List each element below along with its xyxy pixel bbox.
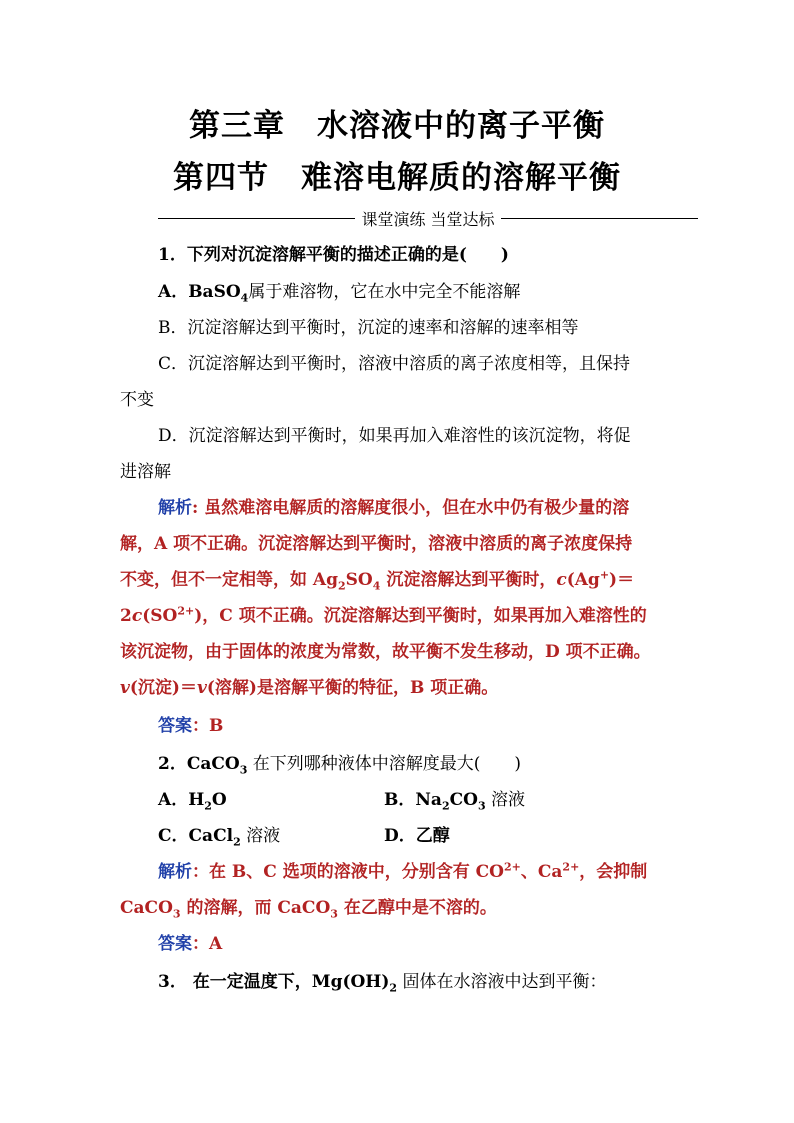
q1-option-c-line1: C．沉淀溶解达到平衡时，溶液中溶质的离子浓度相等，且保持 (158, 354, 631, 374)
section-divider (158, 207, 698, 229)
q1-option-c-line2: 不变 (120, 390, 154, 410)
q3-stem-post: 固体在水溶液中达到平衡： (397, 972, 607, 992)
q1-analysis-line4 (120, 605, 647, 627)
q2-b-sub2: 3 (477, 799, 486, 813)
q1-an-l3d: (Ag (566, 570, 600, 590)
q2-answer-label: 答案 (158, 934, 192, 954)
q1-option-d-line1: D．沉淀溶解达到平衡时，如果再加入难溶性的该沉淀物，将促 (158, 426, 631, 446)
q2-an-l2-sub1: 3 (172, 907, 181, 921)
q2-b-pre: B．Na (384, 790, 442, 810)
q1-an-l4b: (SO (142, 606, 178, 626)
q2-analysis-label: 解析 (158, 862, 192, 882)
q3-stem-sub: 2 (389, 981, 398, 995)
q1-an-l3-sub2: 4 (372, 579, 381, 593)
divider-line-right (501, 218, 698, 219)
q2-analysis-line1 (158, 861, 647, 883)
q1-analysis-line5: 该沉淀物，由于固体的浓度为常数，故平衡不发生移动，D 项不正确。 (120, 642, 651, 662)
q2-stem-post: 在下列哪种液体中溶解度最大( ) (247, 754, 522, 774)
q2-c-post: 溶液 (240, 826, 281, 846)
q1-answer-value: ：B (192, 716, 224, 736)
q1-an-l4a: 2 (120, 606, 132, 626)
chapter-title: 第三章 水溶液中的离子平衡 (189, 108, 605, 144)
q1-an-l3a: 不变，但不一定相等，如 Ag (120, 570, 338, 590)
q1-option-b: B．沉淀溶解达到平衡时，沉淀的速率和溶解的速率相等 (158, 318, 579, 338)
q2-option-c (158, 825, 280, 847)
q2-an-l2c: 在乙醇中是不溶的。 (337, 898, 497, 918)
q2-a-pre: A．H (158, 790, 205, 810)
q1-an-l6-v2: v (196, 678, 207, 698)
q2-an-l1c: ，会抑制 (579, 862, 648, 882)
q2-answer-value: ：A (192, 934, 223, 954)
q1-answer (158, 715, 223, 737)
q2-option-b (384, 789, 525, 811)
q1-analysis-line1 (158, 497, 629, 519)
q1-a-post: 属于难溶物，它在水中完全不能溶解 (248, 282, 521, 302)
divider-label: 课堂演练 当堂达标 (361, 209, 495, 229)
q2-a-sub: 2 (204, 799, 212, 813)
q1-option-a (158, 281, 520, 303)
q2-a-post: O (211, 790, 227, 810)
q2-an-l1b: 、Ca (520, 862, 563, 882)
q1-an-l3-sup: + (599, 568, 610, 582)
q1-an-l3e: )＝ (609, 570, 635, 590)
q1-an-l4-c: c (131, 606, 143, 626)
q2-analysis-line2 (120, 897, 497, 919)
q1-a-sub: 4 (240, 291, 249, 305)
q1-an-l3c: 沉淀溶解达到平衡时， (380, 570, 557, 590)
q2-b-mid: CO (449, 790, 478, 810)
q1-an-l3-sub1: 2 (338, 579, 346, 593)
q2-an-l2-sub2: 3 (330, 907, 338, 921)
q2-b-sub1: 2 (441, 799, 450, 813)
q3-stem (158, 971, 606, 993)
q2-an-l1-sup2: 2+ (562, 860, 580, 874)
q1-analysis-line3 (120, 569, 634, 591)
q1-an-l4c: )，C 项不正确。沉淀溶解达到平衡时，如果再加入难溶性的 (194, 606, 647, 626)
q2-option-d: D．乙醇 (384, 826, 450, 846)
q2-b-post: 溶液 (485, 790, 525, 810)
q2-an-l2b: 的溶解，而 CaCO (180, 898, 331, 918)
q1-an-l3-c: c (556, 570, 567, 590)
q1-analysis-label: 解析 (158, 498, 192, 518)
q2-an-l1-sup: 2+ (504, 860, 521, 874)
q1-answer-label: 答案 (158, 716, 192, 736)
q2-option-a (158, 789, 227, 811)
q1-an-l6-v1: v (120, 678, 130, 698)
q2-an-l1a: ：在 B、C 选项的溶液中，分别含有 CO (192, 862, 504, 882)
q2-stem-sub: 3 (239, 763, 248, 777)
q2-c-sub: 2 (233, 835, 241, 849)
q1-an-l6b: (溶解)是溶解平衡的特征，B 项正确。 (206, 678, 499, 698)
q1-option-d-line2: 进溶解 (120, 462, 171, 482)
divider-line-left (158, 218, 355, 219)
q1-an-l6a: (沉淀)＝ (129, 678, 197, 698)
q1-stem: 1．下列对沉淀溶解平衡的描述正确的是( ) (158, 245, 509, 265)
q3-stem-pre: 3． 在一定温度下，Mg(OH) (158, 972, 390, 992)
q1-analysis-line6 (120, 677, 498, 699)
q2-stem (158, 753, 521, 775)
q1-an-l3b: SO (345, 570, 373, 590)
q1-a-pre: A．BaSO (158, 282, 241, 302)
q2-c-pre: C．CaCl (158, 826, 234, 846)
q1-an-l4-sup: 2+ (177, 604, 195, 618)
q1-analysis-text1: : 虽然难溶电解质的溶解度很小，但在水中仍有极少量的溶 (192, 498, 630, 518)
section-title: 第四节 难溶电解质的溶解平衡 (173, 160, 621, 196)
q2-answer (158, 933, 222, 955)
q1-analysis-line2: 解，A 项不正确。沉淀溶解达到平衡时，溶液中溶质的离子浓度保持 (120, 534, 633, 554)
q2-stem-pre: 2．CaCO (158, 754, 240, 774)
q2-an-l2a: CaCO (120, 898, 173, 918)
